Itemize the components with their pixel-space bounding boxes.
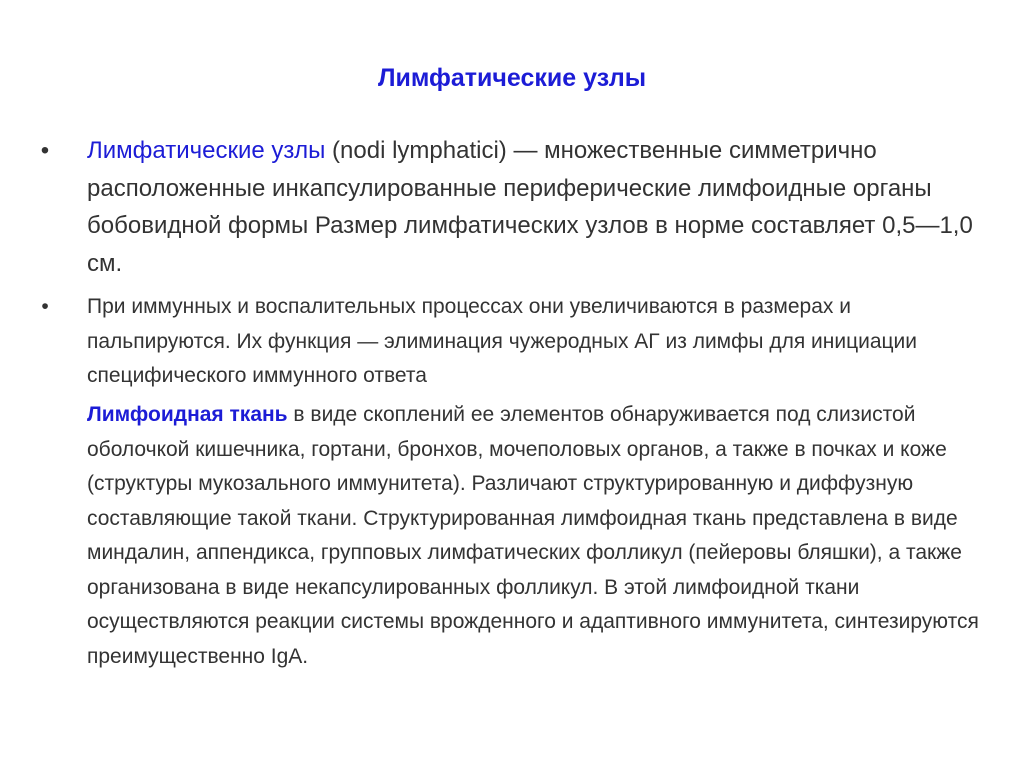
lymphoid-tissue-paragraph — [87, 398, 987, 674]
bullet-text — [87, 132, 975, 282]
bullet-text: При иммунных и воспалительных процессах они увеличиваются в размерах и пальпируются. Их функция — элиминация чужеродных АГ из лимфы для инициации специфического иммунного ответа — [87, 295, 918, 387]
bullet-body: (nodi lymphatici) — множественные симметрично расположенные инкапсулированные периферические лимфоидные органы бобовидной формы Размер лимфатических узлов в норме составляет 0,5—1,0 см. — [87, 137, 973, 277]
slide-title: Лимфатические узлы — [377, 64, 647, 92]
bullet-lead-term: Лимфатические узлы — [87, 137, 326, 164]
paragraph-lead-term: Лимфоидная ткань — [87, 403, 288, 426]
bullet-marker: • — [40, 137, 50, 164]
paragraph-body: в виде скоплений ее элементов обнаруживается под слизистой оболочкой кишечника, гортани, бронхов, мочеполовых органов, а также в почках и коже (структуры мукозального иммунитета). Различают структурированную и диффузную составляющие такой ткани. Структурированная лимфоидная ткань представлена в виде миндалин, аппендикса, групповых лимфатических фолликул (пейеровы бляшки), а также организована в виде некапсулированных фолликул. В этой лимфоидной ткани осуществляются реакции системы врожденного и адаптивного иммунитета, синтезируются преимущественно IgA. — [87, 403, 979, 668]
bullet-marker: • — [41, 295, 49, 318]
